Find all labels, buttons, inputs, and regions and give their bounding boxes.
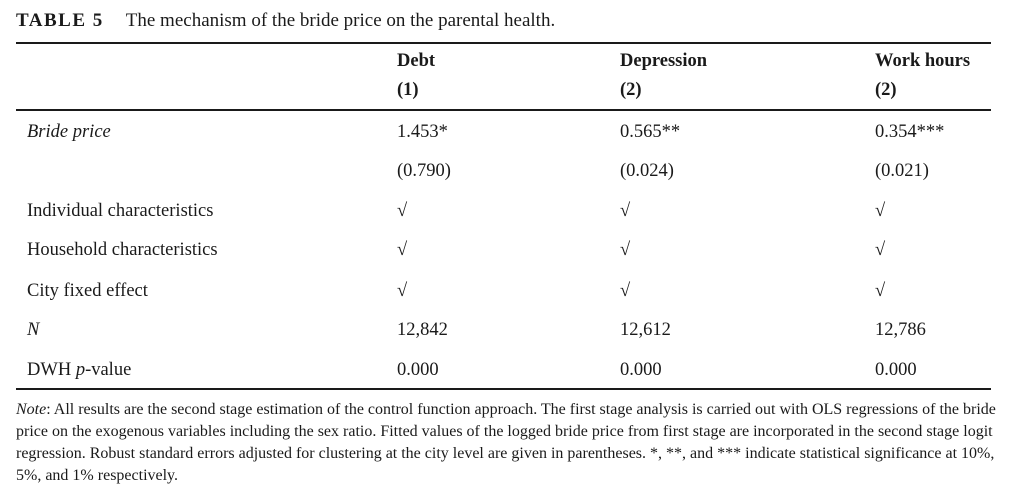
table-cell: 0.565** xyxy=(620,122,681,142)
bottom-rule xyxy=(16,388,991,390)
check-mark: √ xyxy=(397,240,408,260)
col-header-debt: Debt xyxy=(397,51,436,71)
check-mark: √ xyxy=(620,201,631,221)
check-mark: √ xyxy=(875,201,886,221)
check-mark: √ xyxy=(875,281,886,301)
row-label-n: N xyxy=(27,320,40,340)
table-cell: 1.453* xyxy=(397,122,448,142)
table-cell: 12,842 xyxy=(397,320,448,340)
check-mark: √ xyxy=(397,201,408,221)
check-mark: √ xyxy=(620,240,631,260)
table-cell: (0.021) xyxy=(875,161,929,181)
check-mark: √ xyxy=(620,281,631,301)
col-number-3: (2) xyxy=(875,80,897,100)
table-cell: 0.000 xyxy=(875,360,917,380)
row-label-bride-price: Bride price xyxy=(27,122,111,142)
table-cell: (0.790) xyxy=(397,161,451,181)
table-cell: (0.024) xyxy=(620,161,674,181)
table-label: TABLE 5 xyxy=(16,10,104,31)
col-header-depression: Depression xyxy=(620,51,708,71)
table-cell: 12,612 xyxy=(620,320,671,340)
table-caption xyxy=(16,10,555,32)
col-header-work-hours: Work hours xyxy=(875,51,971,71)
table-note xyxy=(16,399,996,487)
row-label-household: Household characteristics xyxy=(27,240,218,260)
table-title: The mechanism of the bride price on the parental health. xyxy=(125,10,556,31)
dwh-p: p xyxy=(75,360,86,380)
col-number-1: (1) xyxy=(397,80,419,100)
table-cell: 0.354*** xyxy=(875,122,945,142)
row-label-city: City fixed effect xyxy=(27,281,148,301)
header-rule xyxy=(16,109,991,111)
check-mark: √ xyxy=(875,240,886,260)
table-cell: 0.000 xyxy=(620,360,662,380)
check-mark: √ xyxy=(397,281,408,301)
note-text: : All results are the second stage estimation of the control function approach. The first stage analysis is carried out with OLS regressions of the bride price on the exogenous variables including the sex ratio. Fitted values of the logged bride price from first stage are incorporated in the second stage logit regression. Robust standard errors adjusted for clustering at the city level are given in parentheses. *, **, and *** indicate statistical significance at 10%, 5%, and 1% respectively. xyxy=(16,401,996,484)
table-cell: 0.000 xyxy=(397,360,439,380)
col-number-2: (2) xyxy=(620,80,642,100)
row-label-individual: Individual characteristics xyxy=(27,201,214,221)
table-cell: 12,786 xyxy=(875,320,926,340)
top-rule xyxy=(16,42,991,44)
dwh-prefix: DWH xyxy=(27,360,76,380)
dwh-suffix: -value xyxy=(85,360,132,380)
note-label: Note xyxy=(16,401,47,418)
row-label-dwh xyxy=(27,359,131,381)
